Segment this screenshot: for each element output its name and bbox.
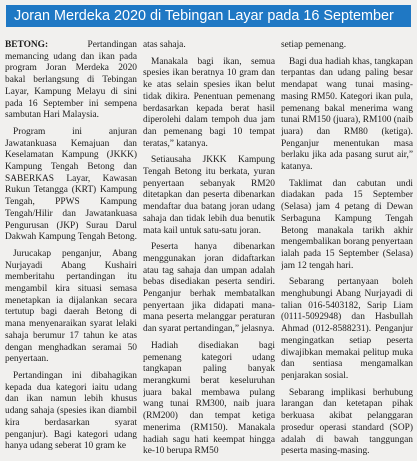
paragraph: Sebarang pertanyaan boleh menghubungi Abang Nurjayadi di talian 016-5403182, Sarip Liam (0111-5092948) dan Hasbullah Ahmad (012-8588231). Penganjur mengingatkan setiap peserta diwajibkan memakai pelitup muka dan sentiasa mengamalkan penjarakan sosial. — [281, 277, 413, 381]
paragraph: Bagi dua hadiah khas, tangkapan terpantas dan udang paling besar mendapat wang tunai masing-masing RM50. Kategori ikan pula, pemenang bakal menerima wang tunai RM150 (juara), RM100 (naib juara) dan RM80 (ketiga). Penganjur menentukan masa berlaku jika ada pasang surut air,” katanya. — [281, 56, 413, 173]
article-column-1 — [5, 40, 137, 458]
paragraph: Setiausaha JKKK Kampung Tengah Betong itu berkata, yuran penyertaan sebanyak RM20 ditetapkan dan peserta dibenarkan mendaftar dua batang joran udang sahaja dan tidak lebih dua benutik mata kail untuk satu-satu joran. — [143, 155, 275, 236]
paragraph-text: Pertandingan memancing udang dan ikan pada program Joran Merdeka 2020 bakal berlangsung di Tebingan Layar, Kampung Melayu di sini pada 16 September ini sempena sambutan Hari Malaysia. — [5, 40, 137, 121]
article-column-2 — [143, 40, 275, 458]
paragraph: Manakala bagi ikan, semua spesies ikan beratnya 10 gram dan ke atas selain spesies ikan belut tidak dikira. Penentuan pemenang berdasarkan kepada berat hasil diperolehi dalam tempoh dua jam dan pemenang bagi 10 tempat teratas,” katanya. — [143, 56, 275, 149]
paragraph — [5, 40, 137, 122]
article-column-3 — [281, 40, 413, 458]
article-headline: Joran Merdeka 2020 di Tebingan Layar pada 16 September — [6, 5, 411, 27]
paragraph: atas sahaja. — [143, 40, 186, 50]
paragraph: Hadiah disediakan bagi pemenang kategori udang tangkapan paling banyak merangkumi berat keseluruhan juara bakal membawa pulang wang tunai RM300, naib juara (RM200) dan tempat ketiga menerima (RM150). Manakala hadiah sagu hati keempat hingga ke-10 berupa RM50 — [143, 340, 275, 457]
paragraph: setiap pemenang. — [281, 40, 347, 50]
paragraph: Jurucakap penganjur, Abang Nurjayadi Abang Kushairi memberitahu pertandingan itu mengambil kira situasi semasa menetapkan ia dijalankan secara tertutup bagi daerah Betong di mana menyenaraikan syarat lelaki sahaja berumur 17 tahun ke atas dengan menghadkan seramai 50 penyertaan. — [5, 248, 137, 365]
article-body — [5, 40, 413, 458]
paragraph: Taklimat dan cabutan undi diadakan pada 15 September (Selasa) jam 4 petang di Dewan Serbaguna Kampung Tengah Betong manakala tarikh akhir mengembalikan borang penyertaan ialah pada 15 September (Selasa) jam 12 tengah hari. — [281, 178, 413, 271]
dateline-kicker: BETONG: — [5, 40, 49, 50]
paragraph: Sebarang implikasi berhubung larangan dan ketetapan pihak berkuasa akibat pelanggaran prosedur operasi standard (SOP) adalah di bawah tanggungan peserta masing-masing. — [281, 387, 413, 457]
paragraph: Peserta hanya dibenarkan menggunakan joran didaftarkan atau tag sahaja dan umpan adalah bebas disediakan peserta sendiri. Penganjur berhak membatalkan penyertaan jika didapati mana-mana peserta melanggar peraturan dan syarat pertandingan,” jelasnya. — [143, 242, 275, 335]
paragraph: Program ini anjuran Jawatankuasa Kemajuan dan Keselamatan Kampung (JKKK) Kampung Tengah Betong dan SABERKAS Layar, Kawasan Rukun Tetangga (KRT) Kampung Tengah, PPWS Kampung Tengah/Hilir dan Jawatankuasa Pengurusan (JKP) Surau Darul Dakwah Kampung Tengah Betong. — [5, 126, 137, 243]
paragraph: Pertandingan ini dibahagikan kepada dua kategori iaitu udang dan ikan namun lebih khusus udang sahaja (spesies ikan diambil kira berdasarkan syarat penganjur). Bagi kategori udang hanya udang seberat 10 gram ke — [5, 370, 137, 452]
